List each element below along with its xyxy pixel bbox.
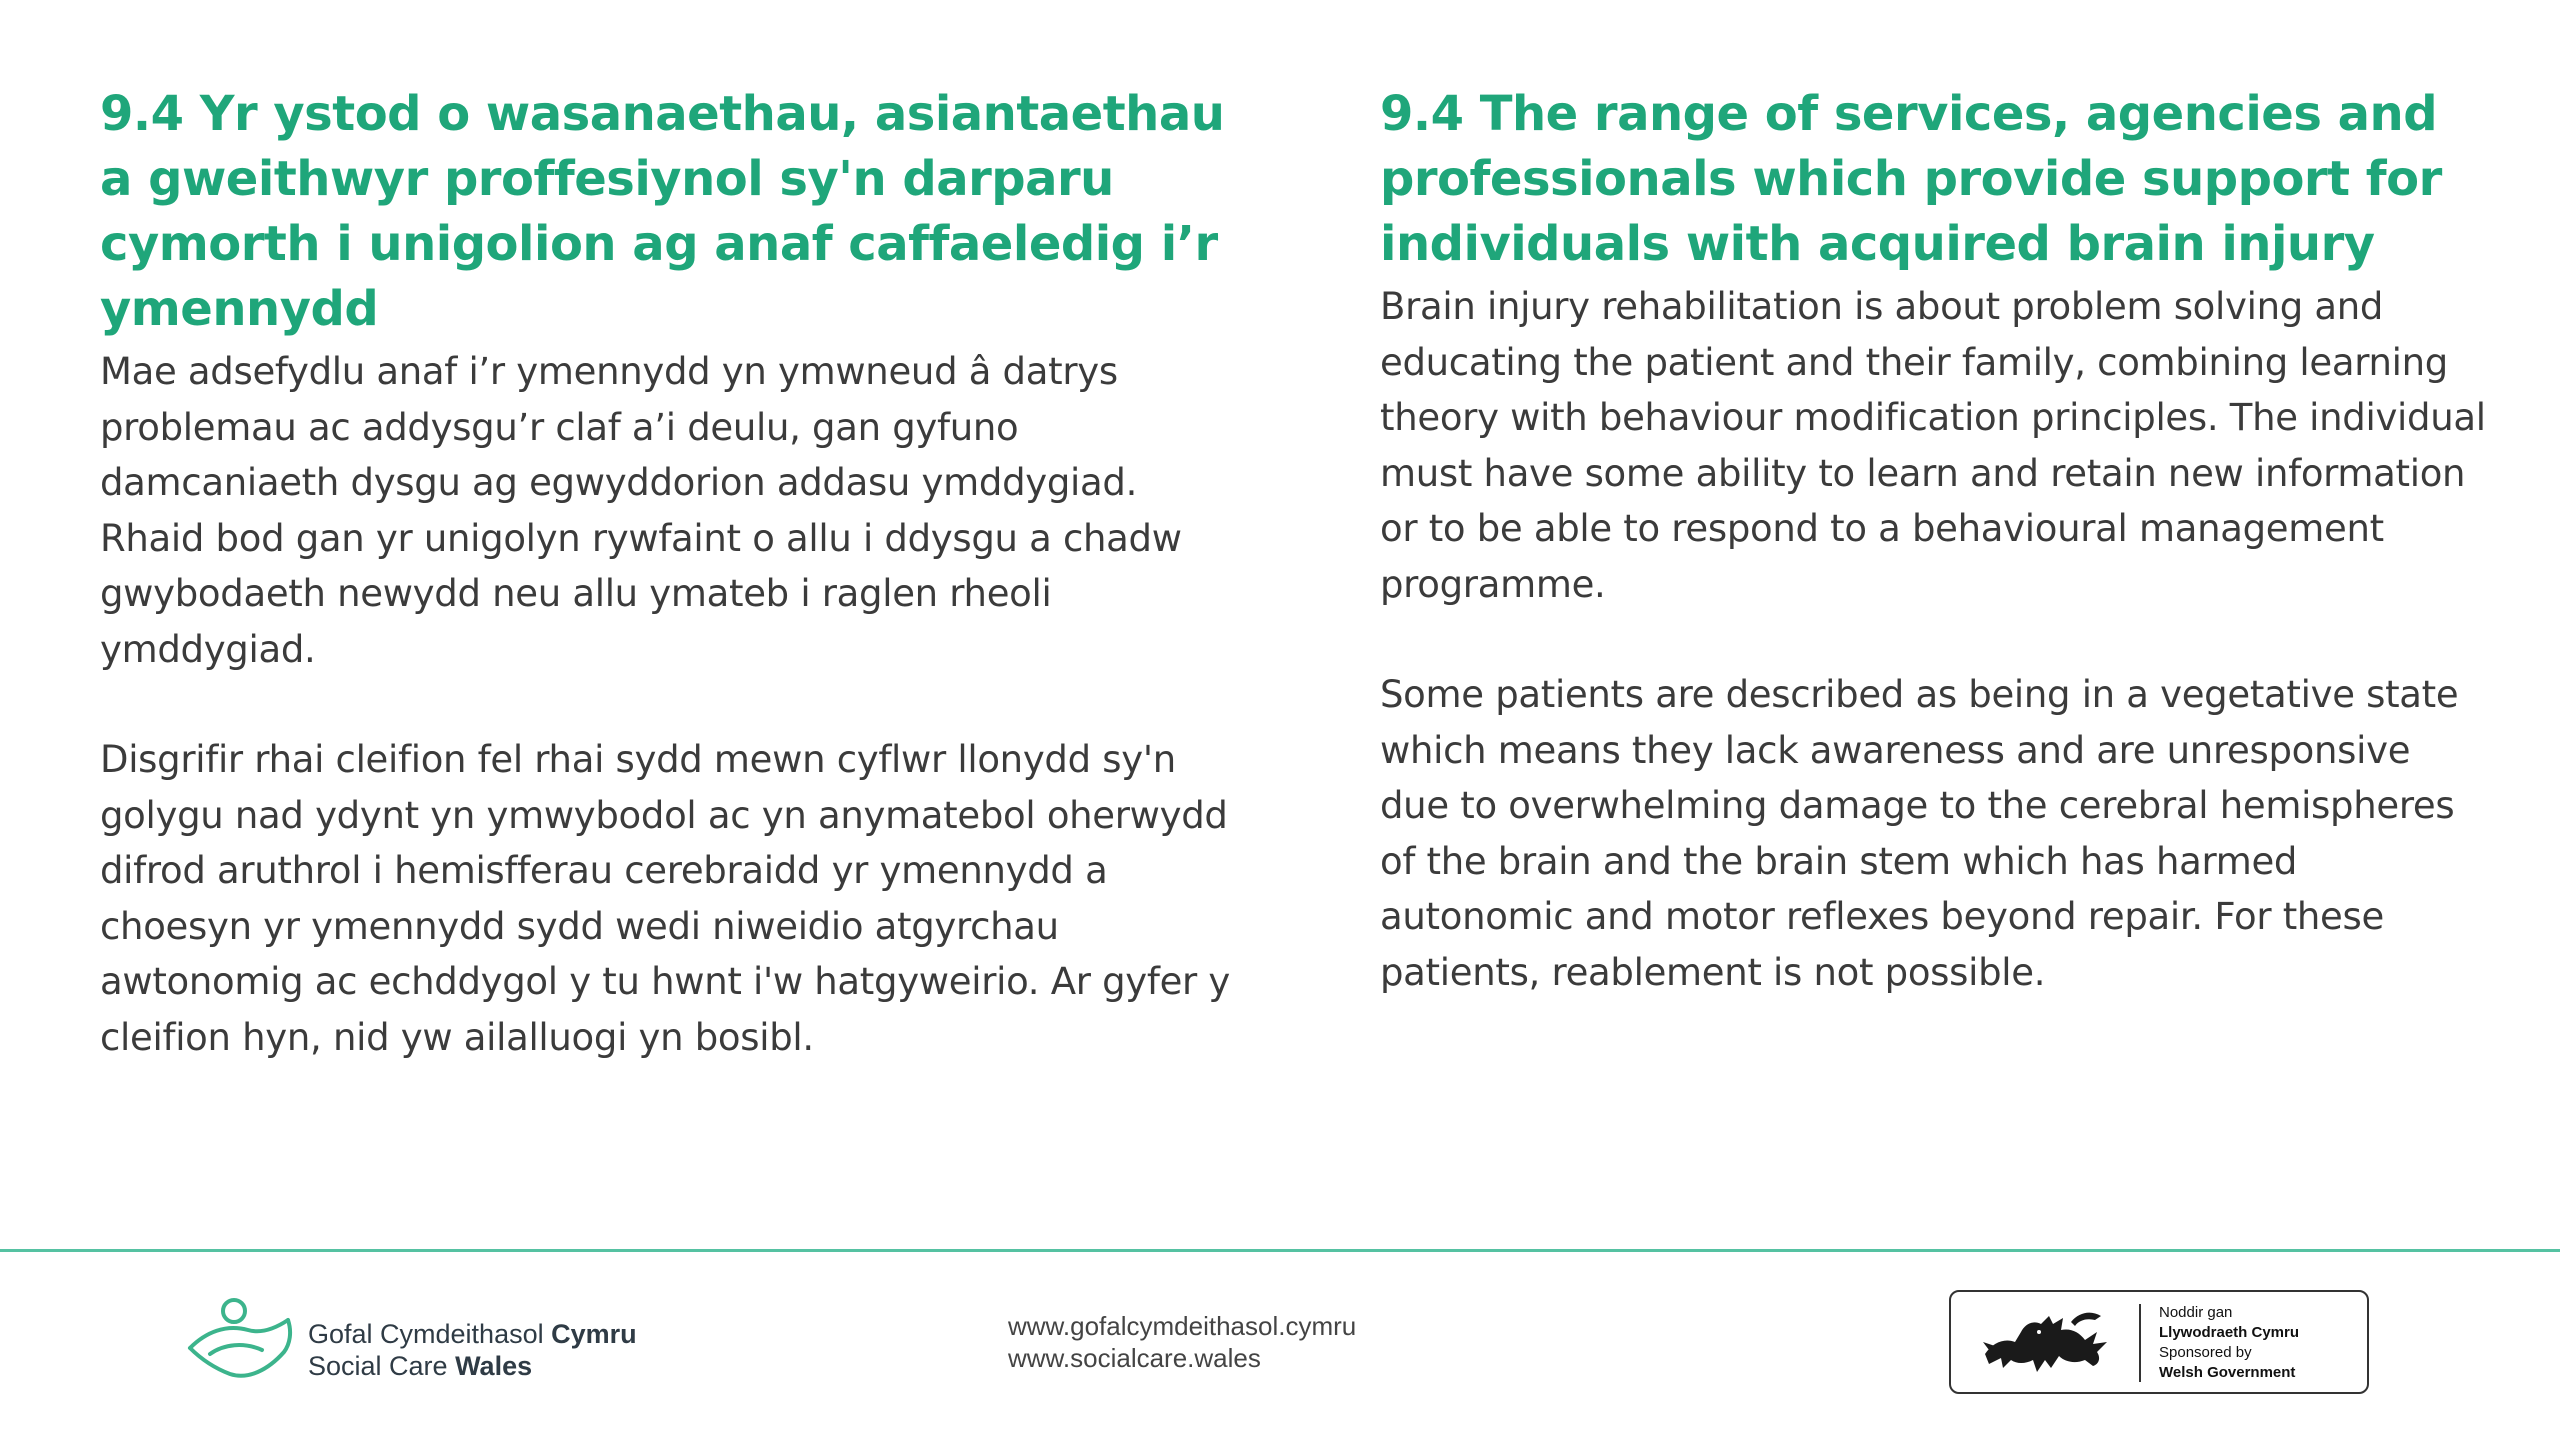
english-paragraph-1: Brain injury rehabilitation is about problem solving and educating the patient and their family, combining learning theory with behaviour modification principles. The individual must have some ability to learn and retain new information or to be able to respond to a behavioural management programme. xyxy=(1380,285,2486,606)
welsh-paragraph-1: Mae adsefydlu anaf i’r ymennydd yn ymwneud â datrys problemau ac addysgu’r claf a’i deulu, gan gyfuno damcaniaeth dysgu ag egwyddorion addasu ymddygiad. Rhaid bod gan yr unigolyn rywfaint o allu i ddysgu a chadw gwybodaeth newydd neu allu ymateb i raglen rheoli ymddygiad. xyxy=(100,350,1182,671)
url-english-link[interactable]: www.socialcare.wales xyxy=(1008,1343,1261,1373)
url-welsh-link[interactable]: www.gofalcymdeithasol.cymru xyxy=(1008,1311,1357,1341)
english-heading: 9.4 The range of services, agencies and professionals which provide support for individuals with acquired brain injury xyxy=(1380,86,2442,272)
social-care-wales-logo-icon xyxy=(186,1296,296,1382)
footer-divider xyxy=(0,1249,2560,1252)
welsh-column xyxy=(100,82,1250,1065)
social-care-wales-logo xyxy=(186,1296,706,1386)
badge-text: Noddir gan Llywodraeth Cymru Sponsored by Welsh Government xyxy=(2159,1304,2300,1381)
logo-line-welsh: Gofal Cymdeithasol Cymru xyxy=(308,1319,637,1349)
footer-urls xyxy=(1008,1310,1356,1374)
english-column xyxy=(1380,82,2490,1000)
english-paragraph-2: Some patients are described as being in a vegetative state which means they lack awareness and are unresponsive due to overwhelming damage to the cerebral hemispheres of the brain and the brain stem which has harmed autonomic and motor reflexes beyond repair. For these patients, reablement is not possible. xyxy=(1380,673,2459,994)
welsh-government-badge xyxy=(1949,1290,2369,1394)
logo-wordmark xyxy=(308,1318,637,1382)
welsh-paragraph-2: Disgrifir rhai cleifion fel rhai sydd mewn cyflwr llonydd sy'n golygu nad ydynt yn ymwybodol ac yn anymatebol oherwydd difrod aruthrol i hemisfferau cerebraidd yr ymennydd a choesyn yr ymennydd sydd wedi niweidio atgyrchau awtonomig ac echddygol y tu hwnt i'w hatgyweirio. Ar gyfer y cleifion hyn, nid yw ailalluogi yn bosibl. xyxy=(100,738,1231,1059)
welsh-heading: 9.4 Yr ystod o wasanaethau, asiantaethau a gweithwyr proffesiynol sy'n darparu cymorth i unigolion ag anaf caffaeledig i’r ymennydd xyxy=(100,86,1225,337)
badge-separator xyxy=(2139,1304,2141,1382)
logo-line-english: Social Care Wales xyxy=(308,1351,533,1381)
welsh-dragon-icon xyxy=(1975,1302,2125,1384)
